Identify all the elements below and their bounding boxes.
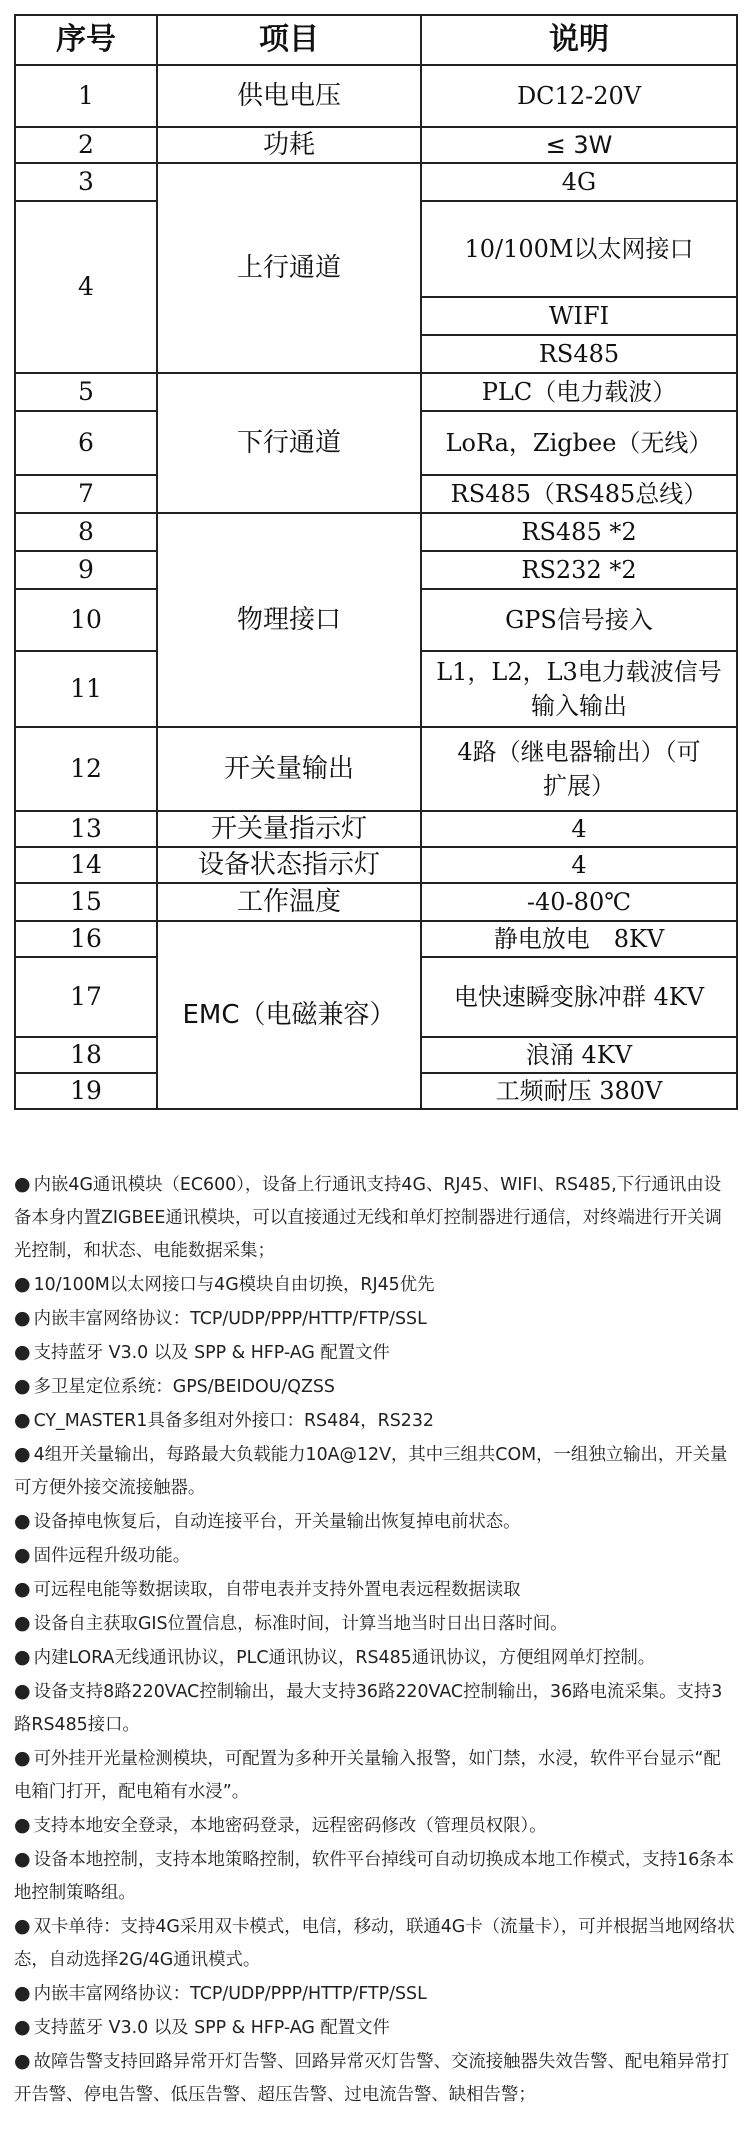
header-desc: 说明	[421, 15, 737, 65]
row-item: 开关量指示灯	[157, 811, 421, 847]
row-desc: PLC（电力载波）	[421, 373, 737, 411]
table-row	[15, 883, 737, 921]
row-no: 9	[15, 551, 157, 589]
row-desc	[421, 727, 737, 811]
feature-text: 10/100M以太网接口与4G模块自由切换，RJ45优先	[33, 1275, 435, 1295]
bullet-icon: ●	[14, 1544, 31, 1566]
row-no: 2	[15, 127, 157, 163]
table-row	[15, 163, 737, 201]
list-item	[14, 1977, 736, 2011]
feature-text: 可远程电能等数据读取，自带电表并支持外置电表远程数据读取	[33, 1580, 521, 1600]
feature-text: 内嵌丰富网络协议：TCP/UDP/PPP/HTTP/FTP/SSL	[33, 1984, 427, 2004]
row-desc: LoRa，Zigbee（无线）	[421, 411, 737, 475]
bullet-icon: ●	[14, 1409, 31, 1431]
row-item: 工作温度	[157, 883, 421, 921]
row-no: 15	[15, 883, 157, 921]
feature-text: 故障告警支持回路异常开灯告警、回路异常灭灯告警、交流接触器失效告警、配电箱异常打开告警、停电告警、低压告警、超压告警、过电流告警、缺相告警；	[14, 2052, 730, 2105]
list-item	[14, 1843, 736, 1910]
bullet-icon: ●	[14, 1443, 31, 1465]
feature-text: CY_MASTER1具备多组对外接口：RS484，RS232	[33, 1411, 434, 1431]
feature-text: 设备自主获取GIS位置信息，标准时间，计算当地当时日出日落时间。	[33, 1614, 568, 1634]
feature-text: 设备掉电恢复后，自动连接平台，开关量输出恢复掉电前状态。	[33, 1512, 521, 1532]
table-row	[15, 811, 737, 847]
list-item	[14, 1675, 736, 1742]
row-desc: 静电放电 8KV	[421, 921, 737, 957]
feature-text: 设备支持8路220VAC控制输出，最大支持36路220VAC控制输出，36路电流采集。支持3路RS485接口。	[14, 1682, 723, 1735]
list-item	[14, 1573, 736, 1607]
row-no: 4	[15, 201, 157, 373]
row-desc	[421, 651, 737, 727]
row-no: 12	[15, 727, 157, 811]
row-desc: RS485	[421, 335, 737, 373]
list-item	[14, 1809, 736, 1843]
feature-text: 多卫星定位系统：GPS/BEIDOU/QZSS	[33, 1377, 335, 1397]
bullet-icon: ●	[14, 1273, 31, 1295]
row-item: 供电电压	[157, 65, 421, 127]
list-item	[14, 1302, 736, 1336]
row-desc: 10/100M以太网接口	[421, 201, 737, 297]
list-item	[14, 2011, 736, 2045]
list-item	[14, 1505, 736, 1539]
row-desc: ≤ 3W	[421, 127, 737, 163]
desc-line: 扩展）	[543, 772, 615, 800]
row-item: 功耗	[157, 127, 421, 163]
row-desc: RS485（RS485总线）	[421, 475, 737, 513]
feature-list	[14, 1168, 736, 2112]
feature-text: 双卡单待：支持4G采用双卡模式，电信，移动，联通4G卡（流量卡），可并根据当地网络状态，自动选择2G/4G通讯模式。	[14, 1917, 735, 1970]
row-item: 设备状态指示灯	[157, 847, 421, 883]
list-item	[14, 1370, 736, 1404]
table-row	[15, 127, 737, 163]
bullet-icon: ●	[14, 1646, 31, 1668]
list-item	[14, 1641, 736, 1675]
table-row	[15, 921, 737, 957]
spec-table	[14, 14, 738, 1110]
bullet-icon: ●	[14, 1510, 31, 1532]
row-no: 6	[15, 411, 157, 475]
row-item: 物理接口	[157, 513, 421, 727]
table-row	[15, 513, 737, 551]
desc-line: 输入输出	[531, 692, 627, 720]
feature-text: 固件远程升级功能。	[33, 1546, 191, 1566]
bullet-icon: ●	[14, 1814, 31, 1836]
list-item	[14, 1539, 736, 1573]
row-no: 13	[15, 811, 157, 847]
row-desc: RS485 *2	[421, 513, 737, 551]
row-no: 1	[15, 65, 157, 127]
row-no: 19	[15, 1073, 157, 1109]
row-desc: DC12-20V	[421, 65, 737, 127]
bullet-icon: ●	[14, 1982, 31, 2004]
table-row	[15, 65, 737, 127]
list-item	[14, 1268, 736, 1302]
row-desc: 4G	[421, 163, 737, 201]
feature-text: 内嵌4G通讯模块（EC600），设备上行通讯支持4G、RJ45、WIFI、RS485,下行通讯由设备本身内置ZIGBEE通讯模块，可以直接通过无线和单灯控制器进行通信，对终端进行开关调光控制，和状态、电能数据采集；	[14, 1175, 722, 1261]
row-desc: GPS信号接入	[421, 589, 737, 651]
row-no: 14	[15, 847, 157, 883]
list-item	[14, 1742, 736, 1809]
desc-line: 4路（继电器输出）（可	[457, 738, 701, 766]
row-desc: -40-80℃	[421, 883, 737, 921]
bullet-icon: ●	[14, 1173, 31, 1195]
desc-line: L1，L2，L3电力载波信号	[436, 658, 722, 686]
feature-text: 设备本地控制，支持本地策略控制，软件平台掉线可自动切换成本地工作模式，支持16条本地控制策略组。	[14, 1850, 734, 1903]
bullet-icon: ●	[14, 1680, 31, 1702]
row-no: 3	[15, 163, 157, 201]
header-no: 序号	[15, 15, 157, 65]
row-no: 5	[15, 373, 157, 411]
list-item	[14, 1607, 736, 1641]
row-desc: 浪涌 4KV	[421, 1037, 737, 1073]
list-item	[14, 1168, 736, 1268]
feature-text: 4组开关量输出，每路最大负载能力10A@12V，其中三组共COM，一组独立输出，开关量可方便外接交流接触器。	[14, 1445, 728, 1498]
bullet-icon: ●	[14, 1612, 31, 1634]
table-row	[15, 373, 737, 411]
row-no: 17	[15, 957, 157, 1037]
list-item	[14, 1438, 736, 1505]
table-row	[15, 847, 737, 883]
bullet-icon: ●	[14, 1747, 31, 1769]
bullet-icon: ●	[14, 1307, 31, 1329]
header-item: 项目	[157, 15, 421, 65]
feature-text: 内嵌丰富网络协议：TCP/UDP/PPP/HTTP/FTP/SSL	[33, 1309, 427, 1329]
row-no: 8	[15, 513, 157, 551]
bullet-icon: ●	[14, 2016, 31, 2038]
list-item	[14, 1336, 736, 1370]
feature-text: 支持本地安全登录，本地密码登录，远程密码修改（管理员权限）。	[33, 1816, 547, 1836]
row-desc: WIFI	[421, 297, 737, 335]
row-no: 11	[15, 651, 157, 727]
feature-text: 可外挂开光量检测模块，可配置为多种开关量输入报警，如门禁，水浸，软件平台显示“配电箱门打开，配电箱有水浸”。	[14, 1749, 721, 1802]
feature-text: 内建LORA无线通讯协议，PLC通讯协议，RS485通讯协议，方便组网单灯控制。	[33, 1648, 656, 1668]
row-item: 上行通道	[157, 163, 421, 373]
table-header-row	[15, 15, 737, 65]
bullet-icon: ●	[14, 1341, 31, 1363]
list-item	[14, 2045, 736, 2112]
bullet-icon: ●	[14, 2050, 31, 2072]
row-no: 16	[15, 921, 157, 957]
bullet-icon: ●	[14, 1915, 31, 1937]
bullet-icon: ●	[14, 1848, 31, 1870]
row-no: 18	[15, 1037, 157, 1073]
row-item: EMC（电磁兼容）	[157, 921, 421, 1109]
feature-text: 支持蓝牙 V3.0 以及 SPP & HFP-AG 配置文件	[33, 2018, 390, 2038]
row-desc: 工频耐压 380V	[421, 1073, 737, 1109]
row-item: 开关量输出	[157, 727, 421, 811]
row-no: 7	[15, 475, 157, 513]
row-desc: 4	[421, 811, 737, 847]
list-item	[14, 1910, 736, 1977]
feature-text: 支持蓝牙 V3.0 以及 SPP & HFP-AG 配置文件	[33, 1343, 390, 1363]
row-desc: 电快速瞬变脉冲群 4KV	[421, 957, 737, 1037]
row-desc: RS232 *2	[421, 551, 737, 589]
row-no: 10	[15, 589, 157, 651]
list-item	[14, 1404, 736, 1438]
row-item: 下行通道	[157, 373, 421, 513]
bullet-icon: ●	[14, 1375, 31, 1397]
table-row	[15, 727, 737, 811]
row-desc: 4	[421, 847, 737, 883]
bullet-icon: ●	[14, 1578, 31, 1600]
